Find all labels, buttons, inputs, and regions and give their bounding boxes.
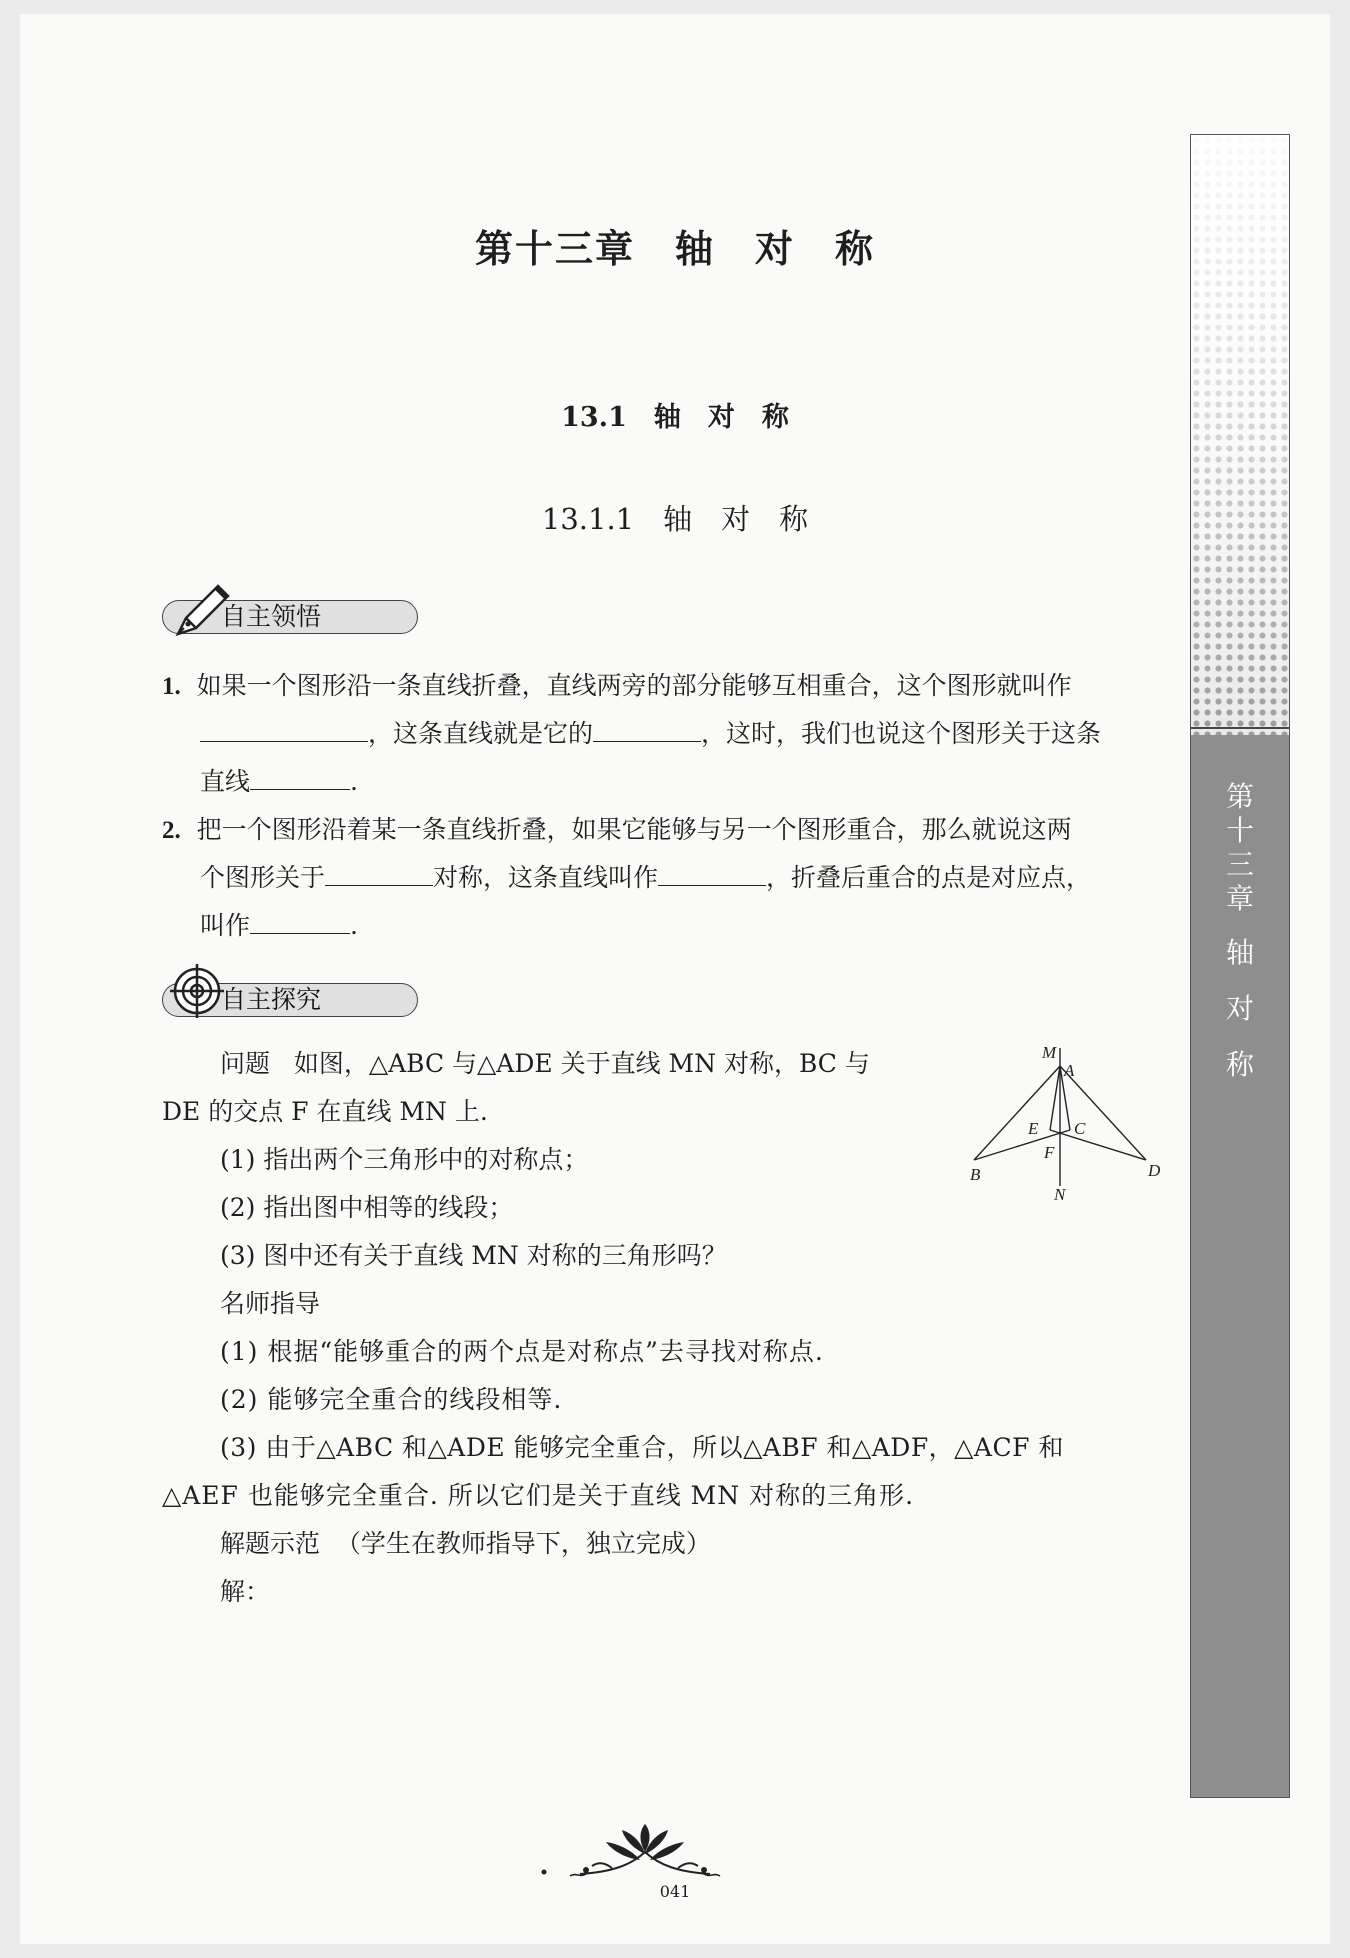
guidance-3a: (3) 由于△ABC 和△ADE 能够完全重合，所以△ABF 和△ADF，△ACF 和 [220, 1433, 1064, 1462]
answer-label: 解： [220, 1577, 271, 1606]
symmetry-figure [958, 1040, 1178, 1200]
page-number: 041 [659, 1882, 691, 1901]
badge-self-explore: 自主探究 [162, 983, 418, 1017]
label-b: B [970, 1165, 981, 1184]
problem-line-2: DE 的交点 F 在直线 MN 上. [162, 1097, 488, 1126]
label-f: F [1044, 1143, 1055, 1162]
problem-sub-3: (3) 图中还有关于直线 MN 对称的三角形吗？ [220, 1241, 727, 1270]
guidance-2: (2) 能够完全重合的线段相等. [220, 1385, 563, 1414]
guidance-label: 名师指导 [220, 1289, 321, 1318]
answer-blank[interactable] [658, 859, 766, 886]
question-1-line-1: 1. 如果一个图形沿一条直线折叠，直线两旁的部分能够互相重合，这个图形就叫作 [162, 671, 1072, 700]
answer-blank[interactable] [250, 907, 350, 934]
question-1-line-3: 直线 . [200, 758, 358, 806]
problem-line-1: 问题 如图，△ABC 与△ADE 关于直线 MN 对称，BC 与 [220, 1049, 870, 1078]
chapter-title: 第十三章 轴 对 称 [474, 226, 875, 271]
pen-icon [172, 578, 234, 640]
label-c: C [1074, 1119, 1086, 1138]
answer-blank[interactable] [250, 763, 350, 790]
answer-blank[interactable] [593, 715, 701, 742]
badge-self-study: 自主领悟 [162, 600, 418, 634]
question-2-line-2: 个图形关于 对称，这条直线叫作 ，折叠后重合的点是对应点， [200, 854, 1091, 902]
label-e: E [1028, 1119, 1039, 1138]
guidance-1: (1) 根据“能够重合的两个点是对称点”去寻找对称点. [220, 1337, 824, 1366]
answer-blank[interactable] [325, 859, 433, 886]
section-title: 13.1 轴 对 称 [561, 402, 789, 433]
label-d: D [1148, 1161, 1161, 1180]
label-a: A [1064, 1061, 1075, 1080]
answer-blank[interactable] [200, 715, 368, 742]
question-2-line-3: 叫作 . [200, 902, 358, 950]
problem-sub-2: (2) 指出图中相等的线段； [220, 1193, 514, 1222]
problem-sub-1: (1) 指出两个三角形中的对称点； [220, 1145, 589, 1174]
target-icon [168, 962, 226, 1020]
solution-line: 解题示范 （学生在教师指导下，独立完成） [220, 1529, 711, 1558]
footer-ornament [540, 1822, 750, 1886]
question-1-line-2: ，这条直线就是它的 ，这时，我们也说这个图形关于这条 [200, 710, 1101, 758]
question-2-line-1: 2. 把一个图形沿着某一条直线折叠，如果它能够与另一个图形重合，那么就说这两 [162, 815, 1072, 844]
subsection-title: 13.1.1 轴 对 称 [541, 502, 809, 536]
label-n: N [1054, 1185, 1066, 1200]
guidance-3b: △AEF 也能够完全重合. 所以它们是关于直线 MN 对称的三角形. [162, 1481, 915, 1510]
chapter-side-tab [1190, 134, 1290, 1798]
side-tab-text: 第 十 三 章 轴 对 称 [1225, 780, 1254, 1081]
label-m: M [1042, 1043, 1057, 1062]
